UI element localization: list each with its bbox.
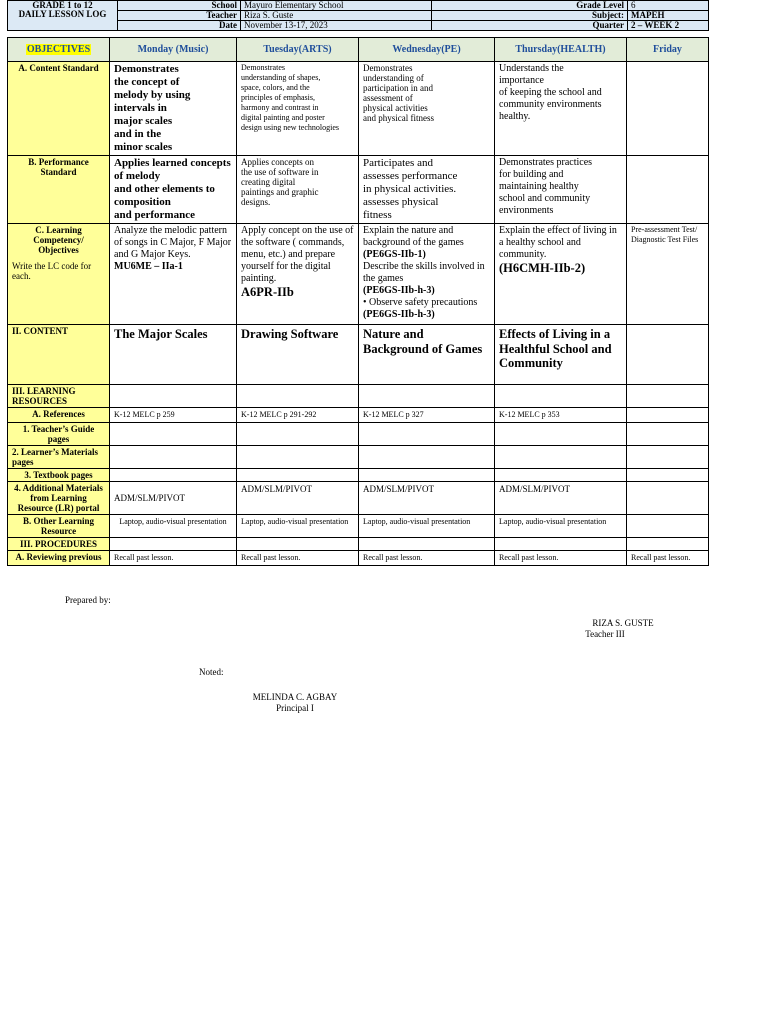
content-mon: The Major Scales <box>110 325 237 385</box>
teachers-guide-label: 1. Teacher’s Guide pages <box>8 423 110 446</box>
competency-mon-code: MU6ME – IIa-1 <box>114 261 183 272</box>
recall-tue: Recall past lesson. <box>237 551 359 566</box>
competency-thu: Explain the effect of living in a healthy school and community. (H6CMH-IIb-2) <box>495 224 627 325</box>
teachers-guide-row <box>8 423 709 446</box>
competency-thu-code: (H6CMH-IIb-2) <box>499 261 586 275</box>
quarter-value: 2 – WEEK 2 <box>628 21 709 31</box>
subject-label: Subject: <box>432 11 628 21</box>
content-fri <box>627 325 709 385</box>
add-mon: ADM/SLM/PIVOT <box>110 482 237 515</box>
competency-label: C. Learning Competency/ Objectives <box>33 225 84 255</box>
content-label: II. CONTENT <box>8 325 110 385</box>
learners-materials-row <box>8 446 709 469</box>
teacher-value: Riza S. Guste <box>241 11 432 21</box>
add-wed: ADM/SLM/PIVOT <box>359 482 495 515</box>
grade-level-label: Grade Level <box>432 1 628 11</box>
other-thu: Laptop, audio-visual presentation <box>495 515 627 538</box>
content-row <box>8 325 709 385</box>
performance-standard-thu: Demonstrates practices for building and maintaining healthy school and community environments <box>495 156 627 224</box>
learning-resources-label: III. LEARNING RESOURCES <box>8 385 110 408</box>
performance-standard-row <box>8 156 709 224</box>
content-standard-label: A. Content Standard <box>8 62 110 156</box>
ref-mon: K-12 MELC p 259 <box>110 408 237 423</box>
competency-wed: Explain the nature and background of the games (PE6GS-IIb-1) Describe the skills involved in the games (PE6GS-IIb-h-3) • Observe safety precautions (PE6GS-IIb-h-3) <box>359 224 495 325</box>
competency-mon: Analyze the melodic pattern of songs in C Major, F Major and G Major Keys. MU6ME – IIa-1 <box>110 224 237 325</box>
add-thu: ADM/SLM/PIVOT <box>495 482 627 515</box>
content-wed: Nature and Background of Games <box>359 325 495 385</box>
other-resource-row <box>8 515 709 538</box>
ref-thu: K-12 MELC p 353 <box>495 408 627 423</box>
objectives-header: OBJECTIVES <box>8 38 110 62</box>
tuesday-header: Tuesday(ARTS) <box>237 38 359 62</box>
doc-title: DAILY LESSON LOG <box>18 9 107 19</box>
principal-title: Principal I <box>276 703 314 713</box>
header-table <box>7 0 709 31</box>
preparer-block <box>560 618 686 640</box>
grade-range: GRADE 1 to 12 <box>32 0 93 10</box>
recall-wed: Recall past lesson. <box>359 551 495 566</box>
other-resource-label: B. Other Learning Resource <box>8 515 110 538</box>
school-label: School <box>118 1 241 11</box>
references-row <box>8 408 709 423</box>
content-standard-wed: Demonstrates understanding of participation in and assessment of physical activities and physical fitness <box>359 62 495 156</box>
recall-fri: Recall past lesson. <box>627 551 709 566</box>
reviewing-row <box>8 551 709 566</box>
learners-materials-label: 2. Learner’s Materials pages <box>8 446 110 469</box>
preparer-title: Teacher III <box>585 629 625 639</box>
competency-tue-code: A6PR-IIb <box>241 285 294 299</box>
column-header-row <box>8 38 709 62</box>
quarter-label: Quarter <box>432 21 628 31</box>
textbook-label: 3. Textbook pages <box>8 469 110 482</box>
recall-mon: Recall past lesson. <box>110 551 237 566</box>
school-value: Mayuro Elementary School <box>241 1 432 11</box>
header-title-cell <box>8 1 118 31</box>
thursday-header: Thursday(HEALTH) <box>495 38 627 62</box>
teacher-label: Teacher <box>118 11 241 21</box>
content-thu: Effects of Living in a Healthful School and Community <box>495 325 627 385</box>
competency-label-cell <box>8 224 110 325</box>
procedures-row <box>8 538 709 551</box>
preparer-name: RIZA S. GUSTE <box>592 618 654 628</box>
reviewing-label: A. Reviewing previous <box>8 551 110 566</box>
subject-value: MAPEH <box>628 11 709 21</box>
grade-level-value: 6 <box>628 1 709 11</box>
competency-note: Write the LC code for each. <box>12 261 92 281</box>
content-standard-fri <box>627 62 709 156</box>
lesson-log-table <box>7 37 709 566</box>
performance-standard-label: B. Performance Standard <box>8 156 110 224</box>
principal-block <box>230 692 360 714</box>
additional-materials-label: 4. Additional Materials from Learning Resource (LR) portal <box>8 482 110 515</box>
procedures-label: III. PROCEDURES <box>8 538 110 551</box>
friday-header: Friday <box>627 38 709 62</box>
learning-resources-row <box>8 385 709 408</box>
content-standard-row <box>8 62 709 156</box>
content-tue: Drawing Software <box>237 325 359 385</box>
principal-name: MELINDA C. AGBAY <box>252 692 338 702</box>
date-value: November 13-17, 2023 <box>241 21 432 31</box>
performance-standard-wed: Participates and assesses performance in physical activities. assesses physical fitness <box>359 156 495 224</box>
other-mon: Laptop, audio-visual presentation <box>110 515 237 538</box>
other-tue: Laptop, audio-visual presentation <box>237 515 359 538</box>
references-label: A. References <box>8 408 110 423</box>
performance-standard-fri <box>627 156 709 224</box>
competency-row <box>8 224 709 325</box>
noted-label: Noted: <box>199 667 224 677</box>
content-standard-mon: Demonstrates the concept of melody by using intervals in major scales and in the minor scales <box>110 62 237 156</box>
content-standard-tue: Demonstrates understanding of shapes, space, colors, and the principles of emphasis, harmony and contrast in digital painting and poster design using new technologies <box>237 62 359 156</box>
textbook-row <box>8 469 709 482</box>
recall-thu: Recall past lesson. <box>495 551 627 566</box>
monday-header: Monday (Music) <box>110 38 237 62</box>
competency-fri: Pre-assessment Test/ Diagnostic Test Files <box>627 224 709 325</box>
content-standard-thu: Understands the importance of keeping the school and community environments healthy. <box>495 62 627 156</box>
wednesday-header: Wednesday(PE) <box>359 38 495 62</box>
additional-materials-row <box>8 482 709 515</box>
other-wed: Laptop, audio-visual presentation <box>359 515 495 538</box>
performance-standard-mon: Applies learned concepts of melody and other elements to composition and performance <box>110 156 237 224</box>
ref-wed: K-12 MELC p 327 <box>359 408 495 423</box>
date-label: Date <box>118 21 241 31</box>
performance-standard-tue: Applies concepts on the use of software in creating digital paintings and graphic designs. <box>237 156 359 224</box>
ref-tue: K-12 MELC p 291-292 <box>237 408 359 423</box>
competency-tue: Apply concept on the use of the software ( commands, menu, etc.) and prepare yourself for the digital painting. A6PR-IIb <box>237 224 359 325</box>
prepared-by-label: Prepared by: <box>65 595 111 605</box>
add-tue: ADM/SLM/PIVOT <box>237 482 359 515</box>
